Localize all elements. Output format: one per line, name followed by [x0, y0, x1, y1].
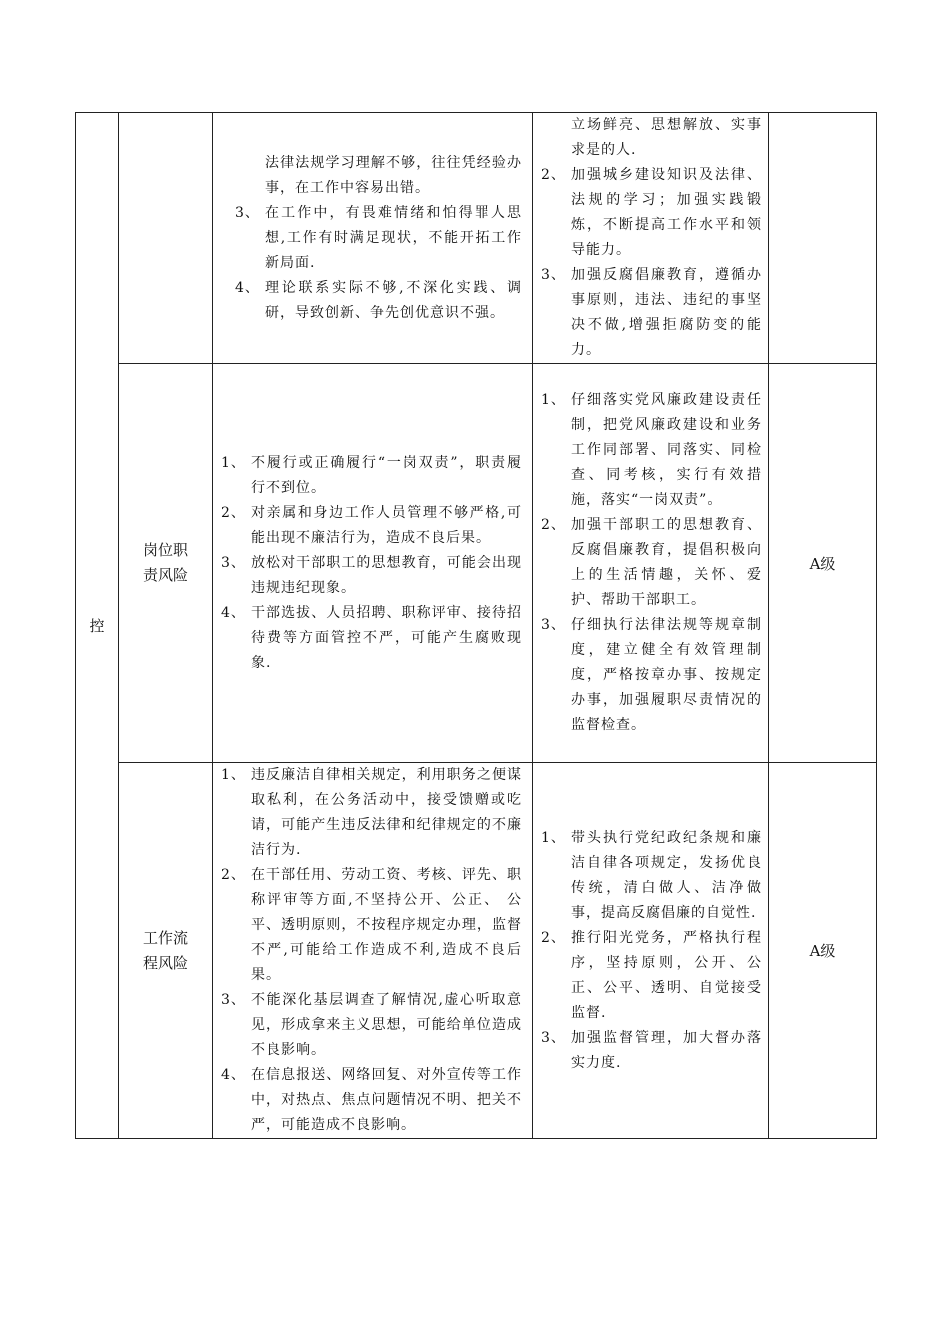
risk-category-cell: 岗位职 责风险 [119, 364, 213, 763]
risk-category-cell [119, 113, 213, 364]
table-row [76, 763, 877, 1139]
list-item: 1、 违反廉洁自律相关规定，利用职务之便谋取私利，在公务活动中，接受馈赠或吃请，可能产生违反法律和纪律规定的不廉洁行为. [221, 767, 522, 858]
list-item: 4、 理论联系实际不够,不深化实践、调研，导致创新、争先创优意识不强。 [235, 279, 522, 321]
risk-control-table [75, 112, 877, 1139]
table-row [76, 113, 877, 364]
control-measures-cell [533, 763, 769, 1139]
risk-text-continued: 法律法规学习理解不够，往往凭经验办事，在工作中容易出错。 [265, 154, 522, 196]
measure-text-continued: 立场鲜亮、思想解放、实事求是的人. [571, 117, 762, 158]
risk-points-cell [213, 364, 533, 763]
list-item: 2、 在干部任用、劳动工资、考核、评先、职称评审等方面,不坚持公开、公正、 公平、透明原则，不按程序规定办理，监督不严,可能给工作造成不利,造成不良后果。 [221, 867, 522, 983]
list-item: 3、 放松对干部职工的思想教育，可能会出现违规违纪现象。 [221, 554, 522, 596]
risk-points-cell [213, 763, 533, 1139]
risk-grade-cell: A级 [769, 763, 877, 1139]
list-item: 2、 对亲属和身边工作人员管理不够严格,可能出现不廉洁行为，造成不良后果。 [221, 504, 522, 546]
list-item: 3、 不能深化基层调查了解情况,虚心听取意见，形成拿来主义思想，可能给单位造成不良影响。 [221, 992, 522, 1058]
risk-category-cell: 工作流 程风险 [119, 763, 213, 1139]
list-item: 3、 在工作中，有畏难情绪和怕得罪人思想,工作有时满足现状，不能开拓工作新局面. [235, 204, 522, 271]
list-item: 2、 加强城乡建设知识及法律、法规的学习；加强实践锻炼，不断提高工作水平和领导能力。 [541, 167, 762, 258]
list-item: 2、 推行阳光党务，严格执行程序，坚持原则，公开、公正、公平、透明、自觉接受监督. [541, 929, 762, 1021]
control-measures-cell [533, 364, 769, 763]
list-item: 2、 加强干部职工的思想教育、反腐倡廉教育，提倡积极向上的生活情趣，关怀、爱护、帮助干部职工。 [541, 517, 762, 608]
list-item: 4、 在信息报送、网络回复、对外宣传等工作中，对热点、焦点问题情况不明、把关不严，可能造成不良影响。 [221, 1067, 522, 1133]
list-item: 3、 加强监督管理，加大督办落实力度. [541, 1029, 762, 1071]
list-item: 4、 干部选拔、人员招聘、职称评审、接待招待费等方面管控不严，可能产生腐败现象. [221, 604, 522, 671]
section-label: 控 [76, 113, 119, 1139]
control-measures-cell [533, 113, 769, 364]
risk-grade-cell [769, 113, 877, 364]
risk-grade-cell: A级 [769, 364, 877, 763]
list-item: 1、 不履行或正确履行“一岗双责”，职责履行不到位。 [221, 454, 522, 496]
risk-points-cell [213, 113, 533, 364]
list-item: 3、 加强反腐倡廉教育，遵循办事原则，违法、违纪的事坚决不做,增强拒腐防变的能力。 [541, 267, 762, 358]
list-item: 1、 仔细落实党风廉政建设责任制，把党风廉政建设和业务工作同部署、同落实、同检查、同考核，实行有效措施，落实“一岗双责”。 [541, 392, 762, 508]
list-item: 1、 带头执行党纪政纪条规和廉洁自律各项规定，发扬优良传统，清白做人、洁净做事，提高反腐倡廉的自觉性. [541, 829, 762, 921]
table-row [76, 364, 877, 763]
list-item: 3、 仔细执行法律法规等规章制度，建立健全有效管理制度，严格按章办事、按规定办事，加强履职尽责情况的监督检查。 [541, 617, 762, 733]
